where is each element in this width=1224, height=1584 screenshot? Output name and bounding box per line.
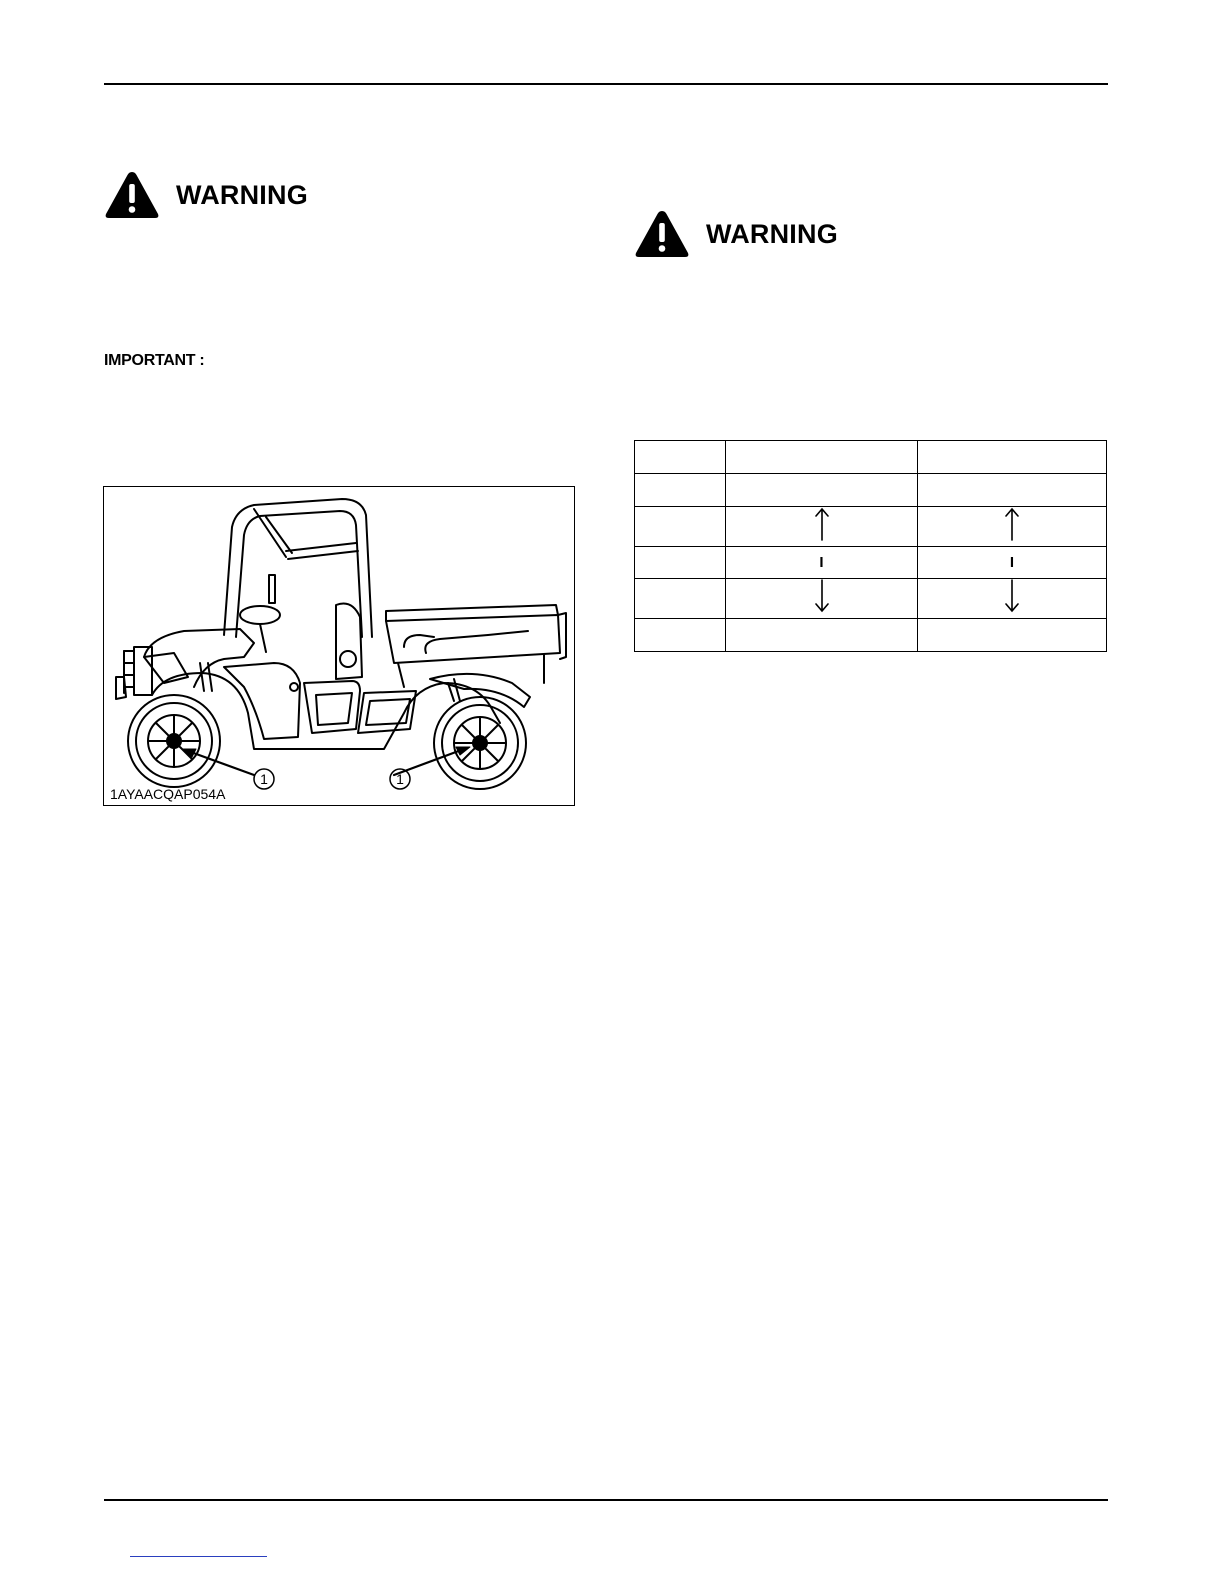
table-row — [635, 579, 1107, 619]
table-cell — [726, 507, 918, 547]
warning-triangle-icon — [104, 170, 160, 220]
footer-link-underline[interactable] — [130, 1556, 267, 1557]
figure-code: 1AYAACQAP054A — [110, 786, 226, 802]
table-row — [635, 619, 1107, 652]
arrow-up-icon — [815, 507, 829, 541]
utility-vehicle-illustration — [104, 487, 575, 806]
table-cell — [726, 579, 918, 619]
table-row — [635, 547, 1107, 579]
callout-label: 1 — [396, 771, 404, 787]
table-cell — [918, 507, 1107, 547]
table-cell — [726, 474, 918, 507]
table-cell — [635, 547, 726, 579]
table-cell — [726, 441, 918, 474]
vehicle-figure — [103, 486, 575, 806]
table-cell — [918, 579, 1107, 619]
callout-label: 1 — [260, 771, 268, 787]
warning-label: WARNING — [176, 179, 308, 210]
table-cell — [635, 441, 726, 474]
table-cell: I — [726, 547, 918, 579]
arrow-up-icon — [1005, 507, 1019, 541]
footer-rule — [104, 1499, 1108, 1501]
table-cell — [635, 579, 726, 619]
table-cell — [726, 619, 918, 652]
table-cell — [918, 619, 1107, 652]
warning-triangle-icon — [634, 209, 690, 259]
table-row — [635, 474, 1107, 507]
table-cell: I — [918, 547, 1107, 579]
important-label: IMPORTANT : — [104, 352, 205, 369]
table-cell — [635, 619, 726, 652]
spec-table — [634, 440, 1107, 652]
table-cell — [635, 474, 726, 507]
arrow-down-icon — [1005, 579, 1019, 613]
warning-label: WARNING — [706, 218, 838, 249]
header-rule — [104, 83, 1108, 85]
table-cell — [918, 441, 1107, 474]
table-row — [635, 441, 1107, 474]
warning-block-left — [104, 170, 308, 220]
warning-block-right — [634, 209, 838, 259]
arrow-down-icon — [815, 579, 829, 613]
table-cell — [918, 474, 1107, 507]
table-cell — [635, 507, 726, 547]
table-row — [635, 507, 1107, 547]
